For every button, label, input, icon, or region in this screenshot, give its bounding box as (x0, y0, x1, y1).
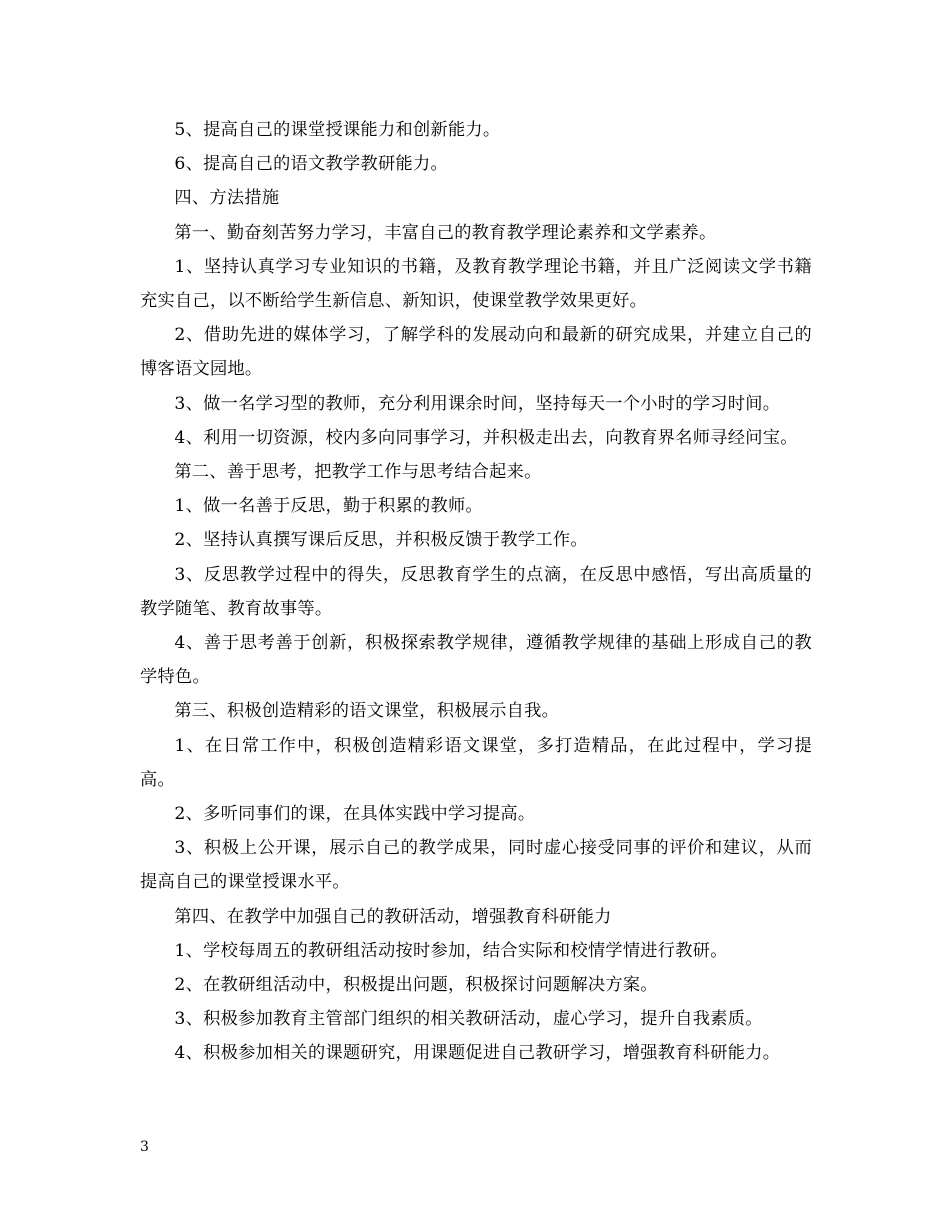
paragraph: 2、在教研组活动中，积极提出问题，积极探讨问题解决方案。 (174, 975, 658, 996)
subsection-heading: 第一、勤奋刻苦努力学习，丰富自己的教育教学理论素养和文学素养。 (174, 222, 717, 243)
document-body (140, 113, 812, 1071)
paragraph: 3、积极参加教育主管部门组织的相关教研活动，虚心学习，提升自我素质。 (174, 1009, 763, 1030)
paragraph: 1、在日常工作中，积极创造精彩语文课堂，多打造精品，在此过程中，学习提高。 (140, 735, 812, 790)
paragraph: 6、提高自己的语文教学教研能力。 (174, 154, 448, 175)
subsection-heading: 第二、善于思考，把教学工作与思考结合起来。 (174, 462, 542, 483)
paragraph: 5、提高自己的课堂授课能力和创新能力。 (174, 120, 501, 140)
section-heading: 四、方法措施 (174, 188, 280, 209)
paragraph: 2、多听同事们的课，在具体实践中学习提高。 (174, 804, 536, 825)
paragraph: 4、善于思考善于创新，积极探索教学规律，遵循教学规律的基础上形成自己的教学特色。 (140, 633, 812, 688)
subsection-heading: 第三、积极创造精彩的语文课堂，积极展示自我。 (174, 701, 560, 722)
paragraph: 3、积极上公开课，展示自己的教学成果，同时虚心接受同事的评价和建议，从而提高自己的课堂授课水平。 (140, 838, 812, 893)
paragraph: 1、做一名善于反思，勤于积累的教师。 (174, 496, 483, 517)
paragraph: 3、做一名学习型的教师，充分利用课余时间，坚持每天一个小时的学习时间。 (174, 393, 781, 414)
page-number: 3 (140, 1139, 149, 1155)
paragraph: 1、学校每周五的教研组活动按时参加，结合实际和校情学情进行教研。 (174, 940, 728, 961)
paragraph: 3、反思教学过程中的得失，反思教育学生的点滴，在反思中感悟，写出高质量的教学随笔、教育故事等。 (140, 564, 812, 619)
paragraph: 2、借助先进的媒体学习，了解学科的发展动向和最新的研究成果，并建立自己的博客语文园地。 (140, 325, 812, 380)
paragraph: 2、坚持认真撰写课后反思，并积极反馈于教学工作。 (174, 530, 588, 551)
subsection-heading: 第四、在教学中加强自己的教研活动，增强教育科研能力 (174, 906, 612, 927)
paragraph: 4、利用一切资源，校内多向同事学习，并积极走出去，向教育界名师寻经问宝。 (174, 427, 798, 448)
paragraph: 1、坚持认真学习专业知识的书籍，及教育教学理论书籍，并且广泛阅读文学书籍充实自己，以不断给学生新信息、新知识，使课堂教学效果更好。 (140, 256, 812, 312)
paragraph: 4、积极参加相关的课题研究，用课题促进自己教研学习，增强教育科研能力。 (174, 1043, 781, 1064)
